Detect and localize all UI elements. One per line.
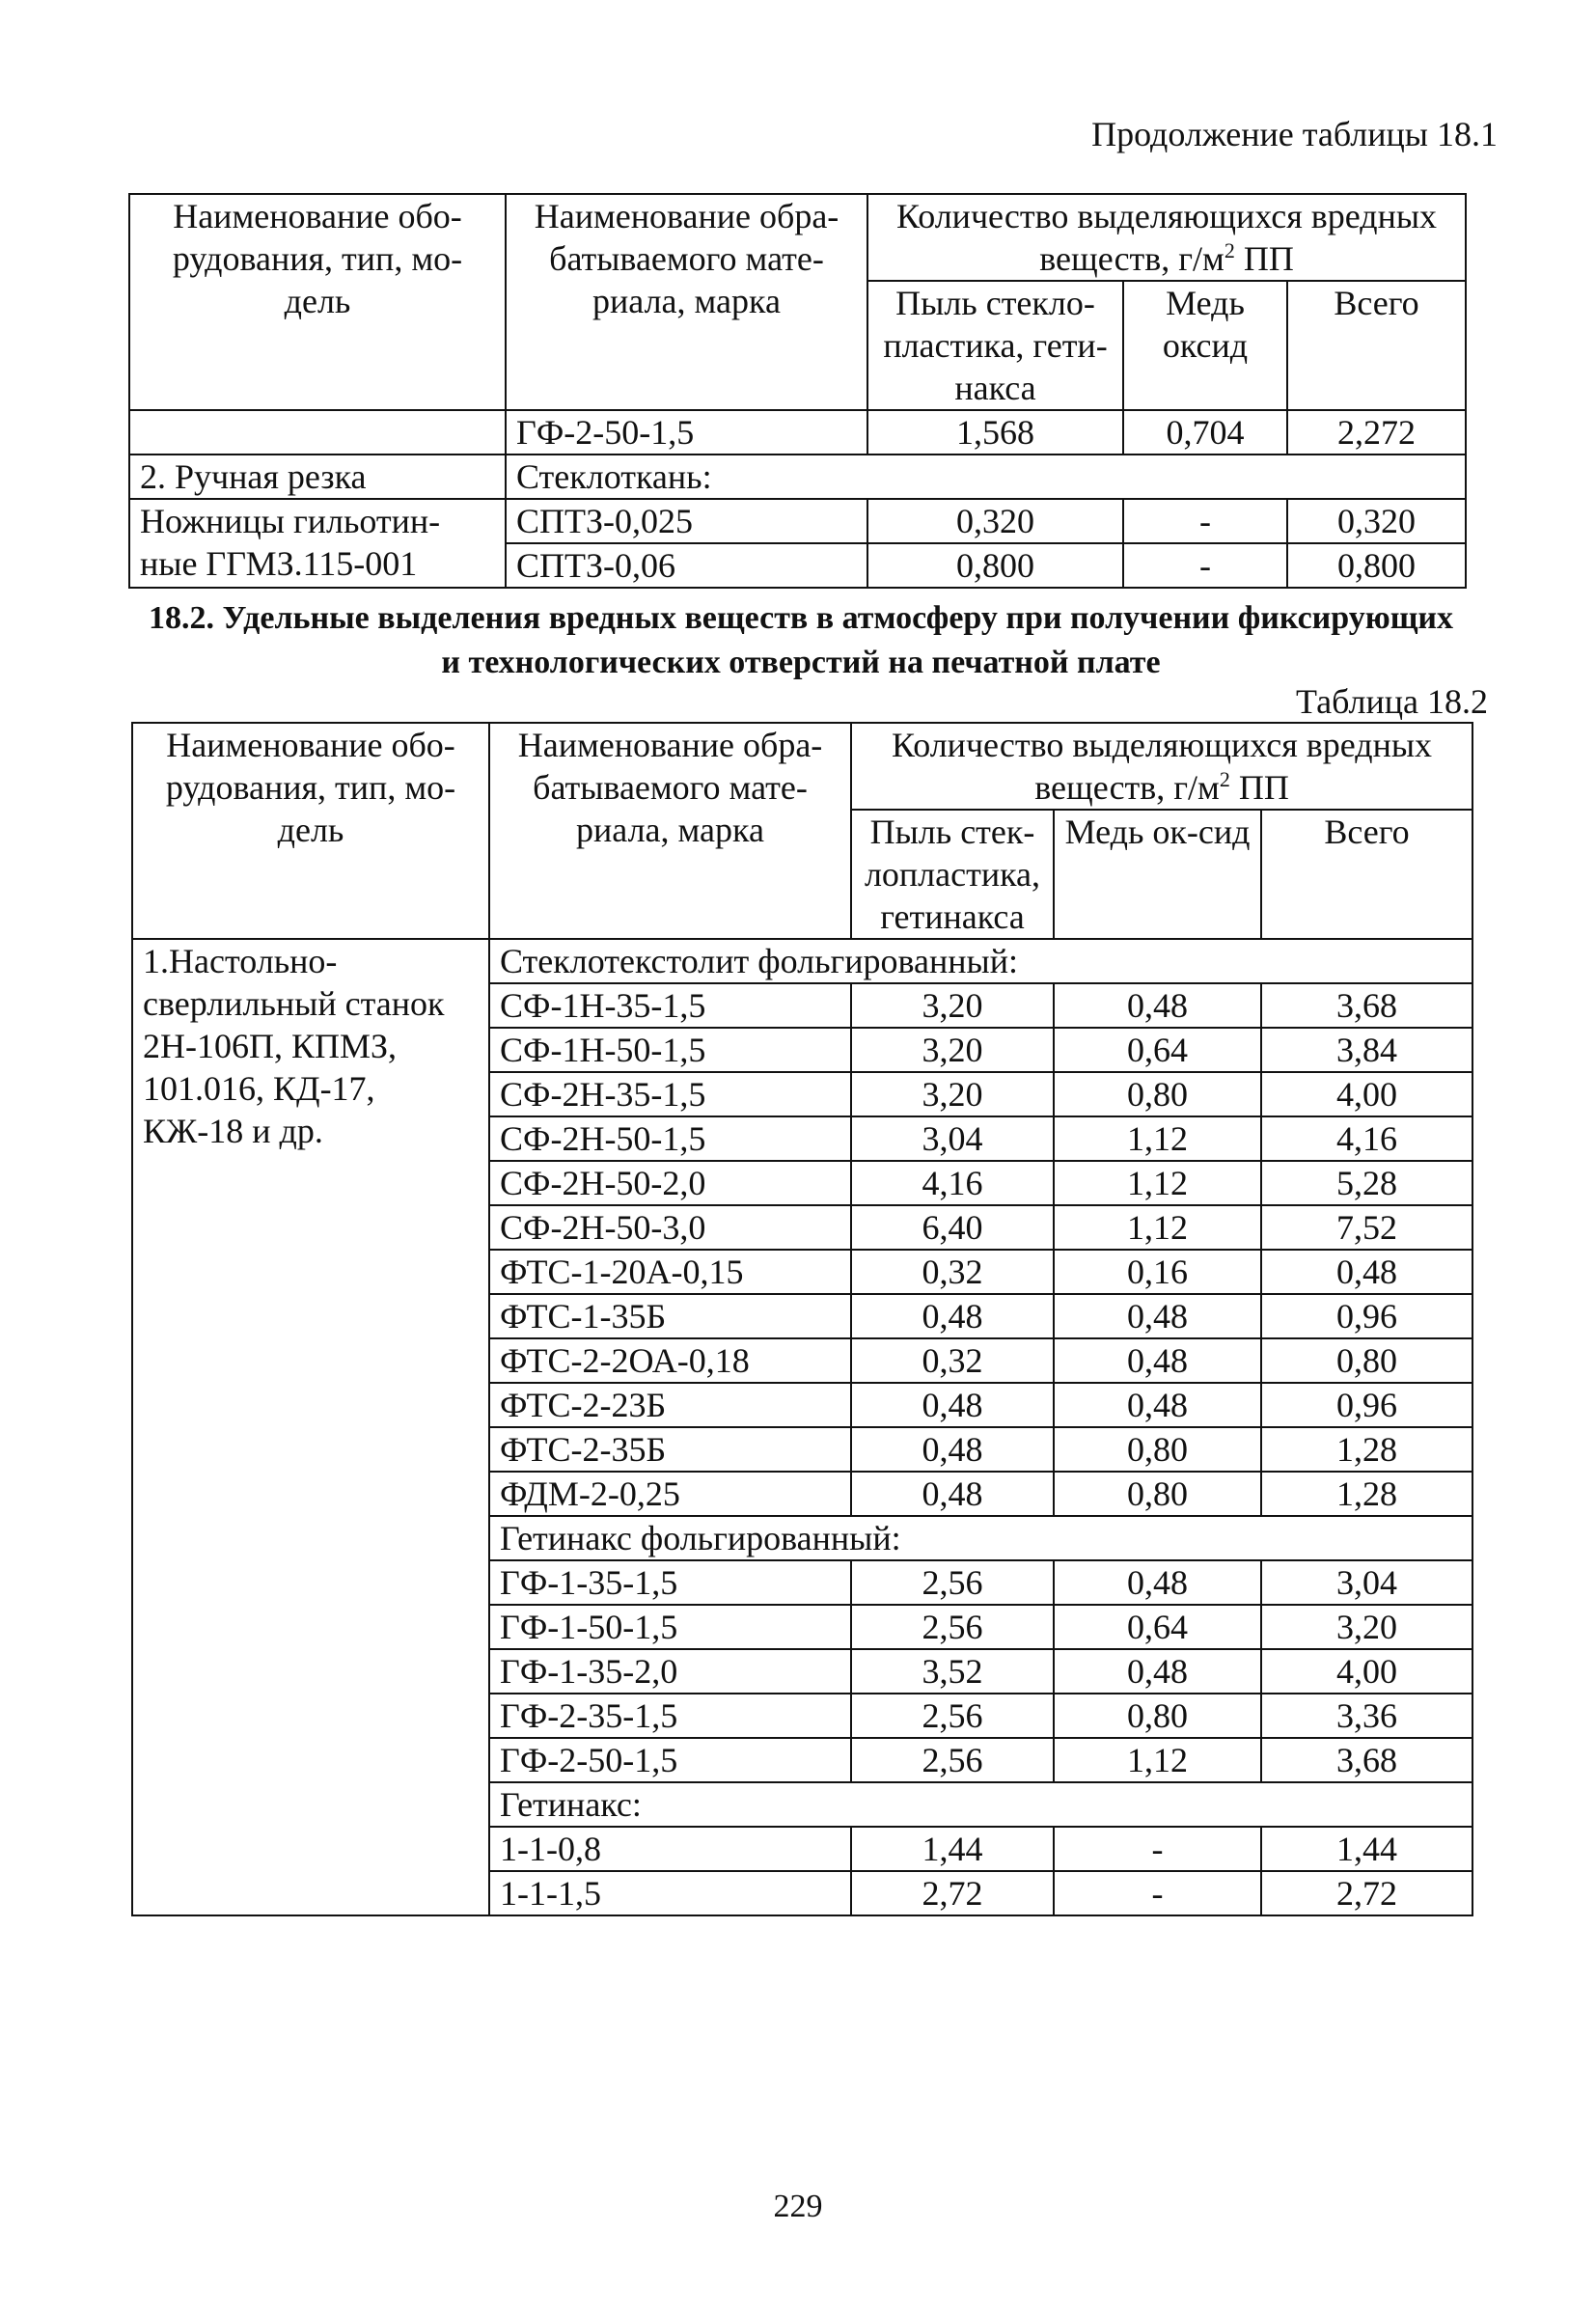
cell-material: ФТС-1-35Б: [489, 1294, 851, 1338]
cell-material: СФ-2Н-35-1,5: [489, 1072, 851, 1116]
cell-total: 1,44: [1261, 1827, 1472, 1871]
cell-total: 4,00: [1261, 1649, 1472, 1694]
cell-material: 1-1-0,8: [489, 1827, 851, 1871]
cell-dust: 3,52: [851, 1649, 1054, 1694]
cell-dust: 1,44: [851, 1827, 1054, 1871]
material-group: Гетинакс:: [489, 1782, 1472, 1827]
cell-dust: 0,48: [851, 1294, 1054, 1338]
cell-total: 5,28: [1261, 1161, 1472, 1205]
cell-copper-oxide: 0,48: [1054, 983, 1261, 1028]
header-total: Всего: [1261, 810, 1472, 939]
cell-copper-oxide: 1,12: [1054, 1116, 1261, 1161]
cell-total: 4,16: [1261, 1116, 1472, 1161]
cell-total: 3,68: [1261, 1738, 1472, 1782]
cell-total: 4,00: [1261, 1072, 1472, 1116]
header-total: Всего: [1287, 281, 1466, 410]
header-copper-oxide: Медь ок-сид: [1054, 810, 1261, 939]
continuation-label: Продолжение таблицы 18.1: [1091, 115, 1498, 153]
cell-copper-oxide: 0,704: [1123, 410, 1287, 455]
cell-dust: 2,56: [851, 1560, 1054, 1605]
cell-dust: 0,32: [851, 1338, 1054, 1383]
cell-dust: 1,568: [867, 410, 1123, 455]
cell-material: СФ-2Н-50-3,0: [489, 1205, 851, 1250]
cell-material: СФ-1Н-35-1,5: [489, 983, 851, 1028]
cell-material: ГФ-2-50-1,5: [489, 1738, 851, 1782]
cell-material: ГФ-2-50-1,5: [506, 410, 867, 455]
cell-dust: 3,20: [851, 1028, 1054, 1072]
cell-material: СФ-1Н-50-1,5: [489, 1028, 851, 1072]
cell-copper-oxide: 0,80: [1054, 1072, 1261, 1116]
section-label: 2. Ручная резка: [129, 455, 506, 499]
cell-copper-oxide: -: [1123, 499, 1287, 543]
table-row: [129, 499, 1466, 543]
cell-dust: 0,48: [851, 1472, 1054, 1516]
equipment-cell: 1.Настольно-сверлильный станок 2Н-106П, КПМЗ, 101.016, КД-17, КЖ-18 и др.: [132, 939, 489, 1915]
cell-total: 3,68: [1261, 983, 1472, 1028]
cell-material: ГФ-2-35-1,5: [489, 1694, 851, 1738]
header-material: Наименование обра-батываемого мате-риала, марка: [489, 723, 851, 939]
cell-copper-oxide: 0,80: [1054, 1427, 1261, 1472]
material-group: Стеклотекстолит фольгированный:: [489, 939, 1472, 983]
header-dust: Пыль стекло-пластика, гети-накса: [867, 281, 1123, 410]
cell-dust: 2,56: [851, 1694, 1054, 1738]
cell-copper-oxide: 0,16: [1054, 1250, 1261, 1294]
cell-dust: 3,04: [851, 1116, 1054, 1161]
cell-total: 0,96: [1261, 1383, 1472, 1427]
cell-copper-oxide: 0,80: [1054, 1472, 1261, 1516]
cell-total: 3,04: [1261, 1560, 1472, 1605]
cell-copper-oxide: 1,12: [1054, 1205, 1261, 1250]
cell-dust: 4,16: [851, 1161, 1054, 1205]
equipment-cell: Ножницы гильотин-ные ГГМЗ.115-001: [129, 499, 506, 588]
table-row: [132, 939, 1472, 983]
cell-material: 1-1-1,5: [489, 1871, 851, 1915]
cell-copper-oxide: -: [1054, 1827, 1261, 1871]
header-copper-oxide: Медь оксид: [1123, 281, 1287, 410]
cell-total: 3,36: [1261, 1694, 1472, 1738]
table-label: Таблица 18.2: [1296, 682, 1488, 721]
cell-total: 1,28: [1261, 1427, 1472, 1472]
cell-copper-oxide: 0,48: [1054, 1649, 1261, 1694]
cell-material: ФТС-2-23Б: [489, 1383, 851, 1427]
cell-total: 0,320: [1287, 499, 1466, 543]
header-material: Наименование обра-батываемого мате-риала, марка: [506, 194, 867, 410]
cell-dust: 0,48: [851, 1383, 1054, 1427]
cell-dust: 2,56: [851, 1738, 1054, 1782]
cell-copper-oxide: -: [1123, 543, 1287, 588]
cell-material: ФТС-1-20А-0,15: [489, 1250, 851, 1294]
cell-material: ФТС-2-35Б: [489, 1427, 851, 1472]
cell-total: 2,272: [1287, 410, 1466, 455]
cell-copper-oxide: 1,12: [1054, 1161, 1261, 1205]
header-dust: Пыль стек-лопластика, гетинакса: [851, 810, 1054, 939]
cell-copper-oxide: -: [1054, 1871, 1261, 1915]
cell-copper-oxide: 0,64: [1054, 1605, 1261, 1649]
cell-material: ГФ-1-35-1,5: [489, 1560, 851, 1605]
cell-dust: 2,72: [851, 1871, 1054, 1915]
cell-dust: 0,800: [867, 543, 1123, 588]
header-quantity: Количество выделяющихся вредных веществ, $г/м^2$ ПП: [867, 194, 1466, 281]
cell-copper-oxide: 0,48: [1054, 1294, 1261, 1338]
material-group: Гетинакс фольгированный:: [489, 1516, 1472, 1560]
cell-total: 2,72: [1261, 1871, 1472, 1915]
cell-material: СФ-2Н-50-1,5: [489, 1116, 851, 1161]
cell-dust: 6,40: [851, 1205, 1054, 1250]
page-number: 229: [773, 2189, 823, 2224]
cell-dust: 2,56: [851, 1605, 1054, 1649]
cell-copper-oxide: 0,48: [1054, 1338, 1261, 1383]
cell-material: ФДМ-2-0,25: [489, 1472, 851, 1516]
cell-copper-oxide: 0,48: [1054, 1560, 1261, 1605]
cell-copper-oxide: 0,80: [1054, 1694, 1261, 1738]
cell-total: 0,800: [1287, 543, 1466, 588]
cell-total: 3,20: [1261, 1605, 1472, 1649]
header-equipment: Наименование обо-рудования, тип, мо-дель: [129, 194, 506, 410]
cell-total: 3,84: [1261, 1028, 1472, 1072]
cell-material: СПТЗ-0,025: [506, 499, 867, 543]
table-18-1-continuation: [128, 193, 1467, 589]
cell-material: СФ-2Н-50-2,0: [489, 1161, 851, 1205]
cell-total: 0,48: [1261, 1250, 1472, 1294]
table-row: [129, 455, 1466, 499]
cell-total: 7,52: [1261, 1205, 1472, 1250]
cell-copper-oxide: 0,48: [1054, 1383, 1261, 1427]
cell-total: 0,80: [1261, 1338, 1472, 1383]
cell-dust: 3,20: [851, 983, 1054, 1028]
cell-material: СПТЗ-0,06: [506, 543, 867, 588]
cell-dust: 0,48: [851, 1427, 1054, 1472]
cell-material: ФТС-2-2ОА-0,18: [489, 1338, 851, 1383]
table-row: [129, 410, 1466, 455]
cell-total: 1,28: [1261, 1472, 1472, 1516]
header-quantity: Количество выделяющихся вредных веществ, $г/м^2$ ПП: [851, 723, 1472, 810]
cell-dust: 3,20: [851, 1072, 1054, 1116]
cell-material: ГФ-1-35-2,0: [489, 1649, 851, 1694]
table-18-2: [131, 722, 1473, 1916]
cell-copper-oxide: 1,12: [1054, 1738, 1261, 1782]
header-equipment: Наименование обо-рудования, тип, мо-дель: [132, 723, 489, 939]
cell-dust: 0,320: [867, 499, 1123, 543]
cell-total: 0,96: [1261, 1294, 1472, 1338]
section-title: 18.2. Удельные выделения вредных веществ в атмосферу при получении фиксирующих и технологических отверстий на печатной плате: [149, 600, 1453, 680]
cell-copper-oxide: 0,64: [1054, 1028, 1261, 1072]
cell-dust: 0,32: [851, 1250, 1054, 1294]
cell-material: ГФ-1-50-1,5: [489, 1605, 851, 1649]
material-group: Стеклоткань:: [506, 455, 1466, 499]
